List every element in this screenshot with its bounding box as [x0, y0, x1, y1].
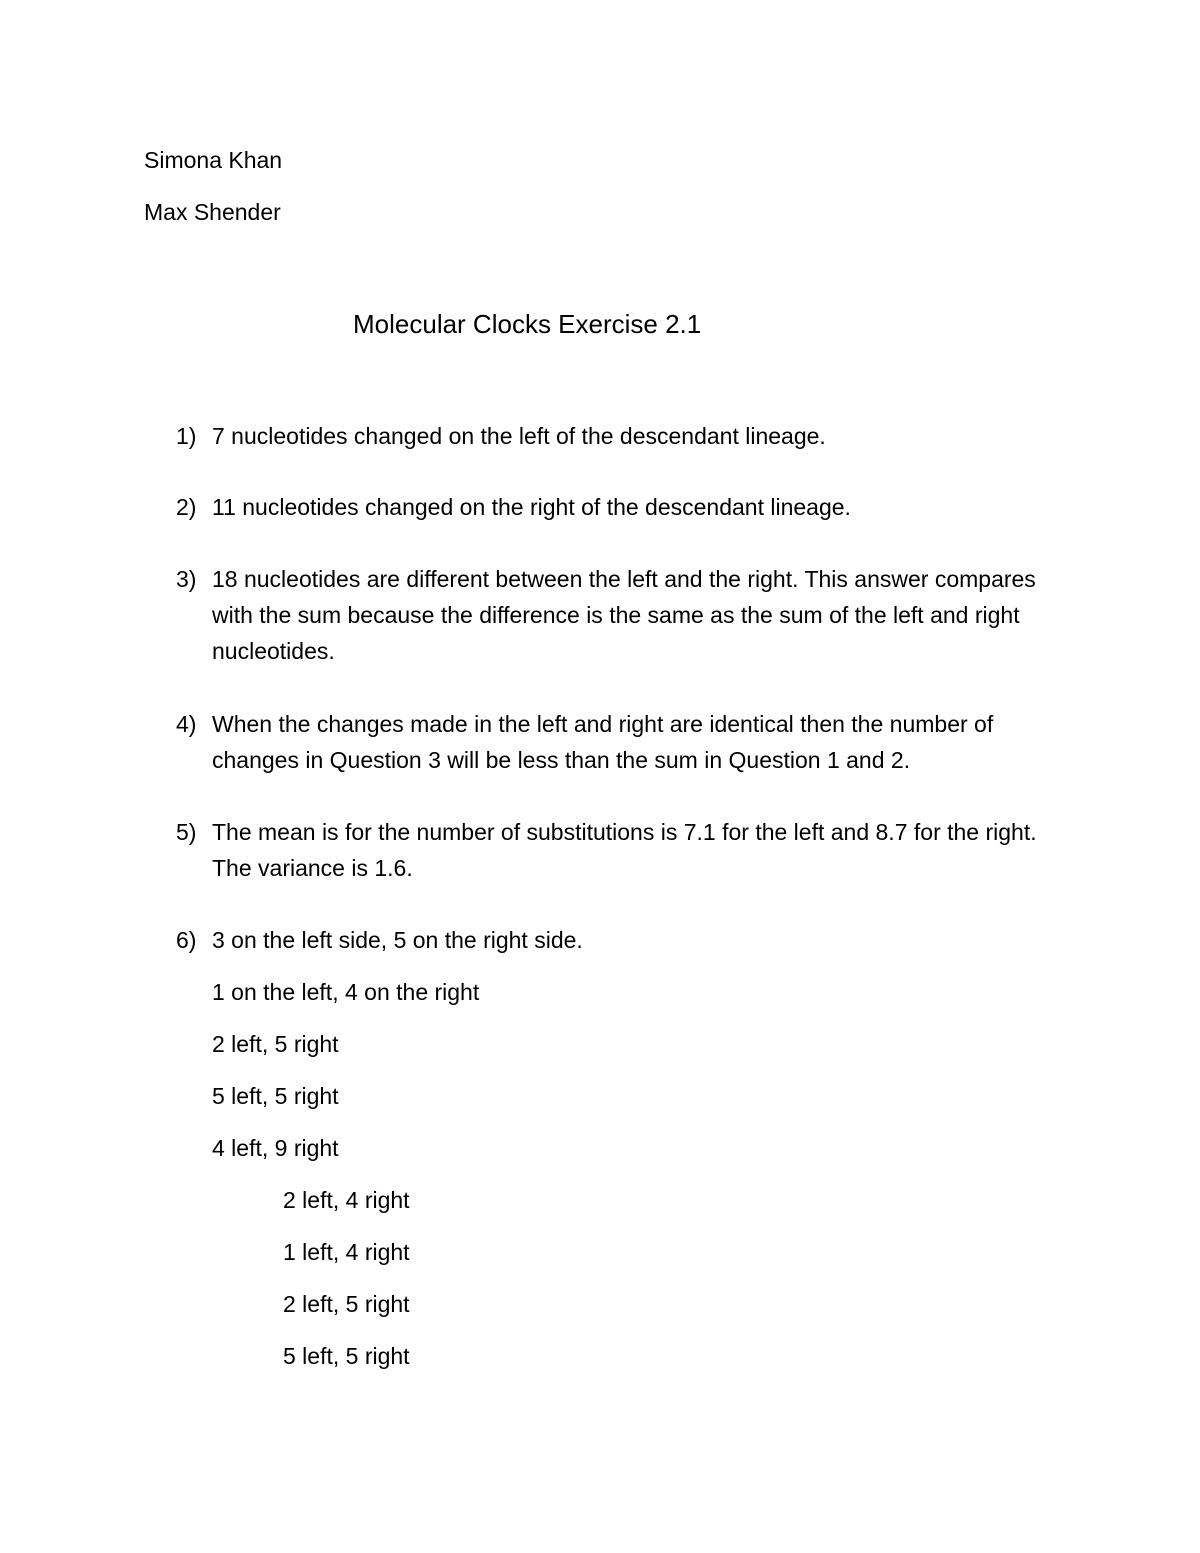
answer-text: 11 nucleotides changed on the right of the descendant lineage. [212, 494, 851, 520]
question6-line: 1 on the left, 4 on the right [212, 979, 480, 1005]
question6-indented-line: 5 left, 5 right [283, 1343, 410, 1369]
answer-number: 2) [176, 494, 197, 520]
answer-text: 18 nucleotides are different between the left and the right. This answer compares with the sum because the difference is the same as the sum of the left and right nucleotides. [212, 566, 1036, 664]
answer-number: 4) [176, 711, 197, 737]
question6-line: 5 left, 5 right [212, 1083, 339, 1109]
author-name: Simona Khan [144, 147, 283, 173]
answer-number: 5) [176, 819, 197, 845]
question6-indented-line: 1 left, 4 right [283, 1239, 410, 1265]
question6-line: 2 left, 5 right [212, 1031, 339, 1057]
answer-number: 6) [176, 927, 197, 953]
answer-number: 1) [176, 423, 197, 449]
question6-indented-line: 2 left, 4 right [283, 1187, 410, 1213]
document-title: Molecular Clocks Exercise 2.1 [353, 309, 702, 339]
question6-line: 4 left, 9 right [212, 1135, 339, 1161]
answer-text: The mean is for the number of substitutions is 7.1 for the left and 8.7 for the right. The variance is 1.6. [212, 819, 1037, 881]
question6-indented-line: 2 left, 5 right [283, 1291, 410, 1317]
answer-text: 7 nucleotides changed on the left of the descendant lineage. [212, 423, 826, 449]
answer-text: When the changes made in the left and right are identical then the number of changes in Question 3 will be less than the sum in Question 1 and 2. [212, 711, 994, 773]
answer-number: 3) [176, 566, 197, 592]
answer-text: 3 on the left side, 5 on the right side. [212, 927, 583, 953]
author-name: Max Shender [144, 199, 281, 225]
